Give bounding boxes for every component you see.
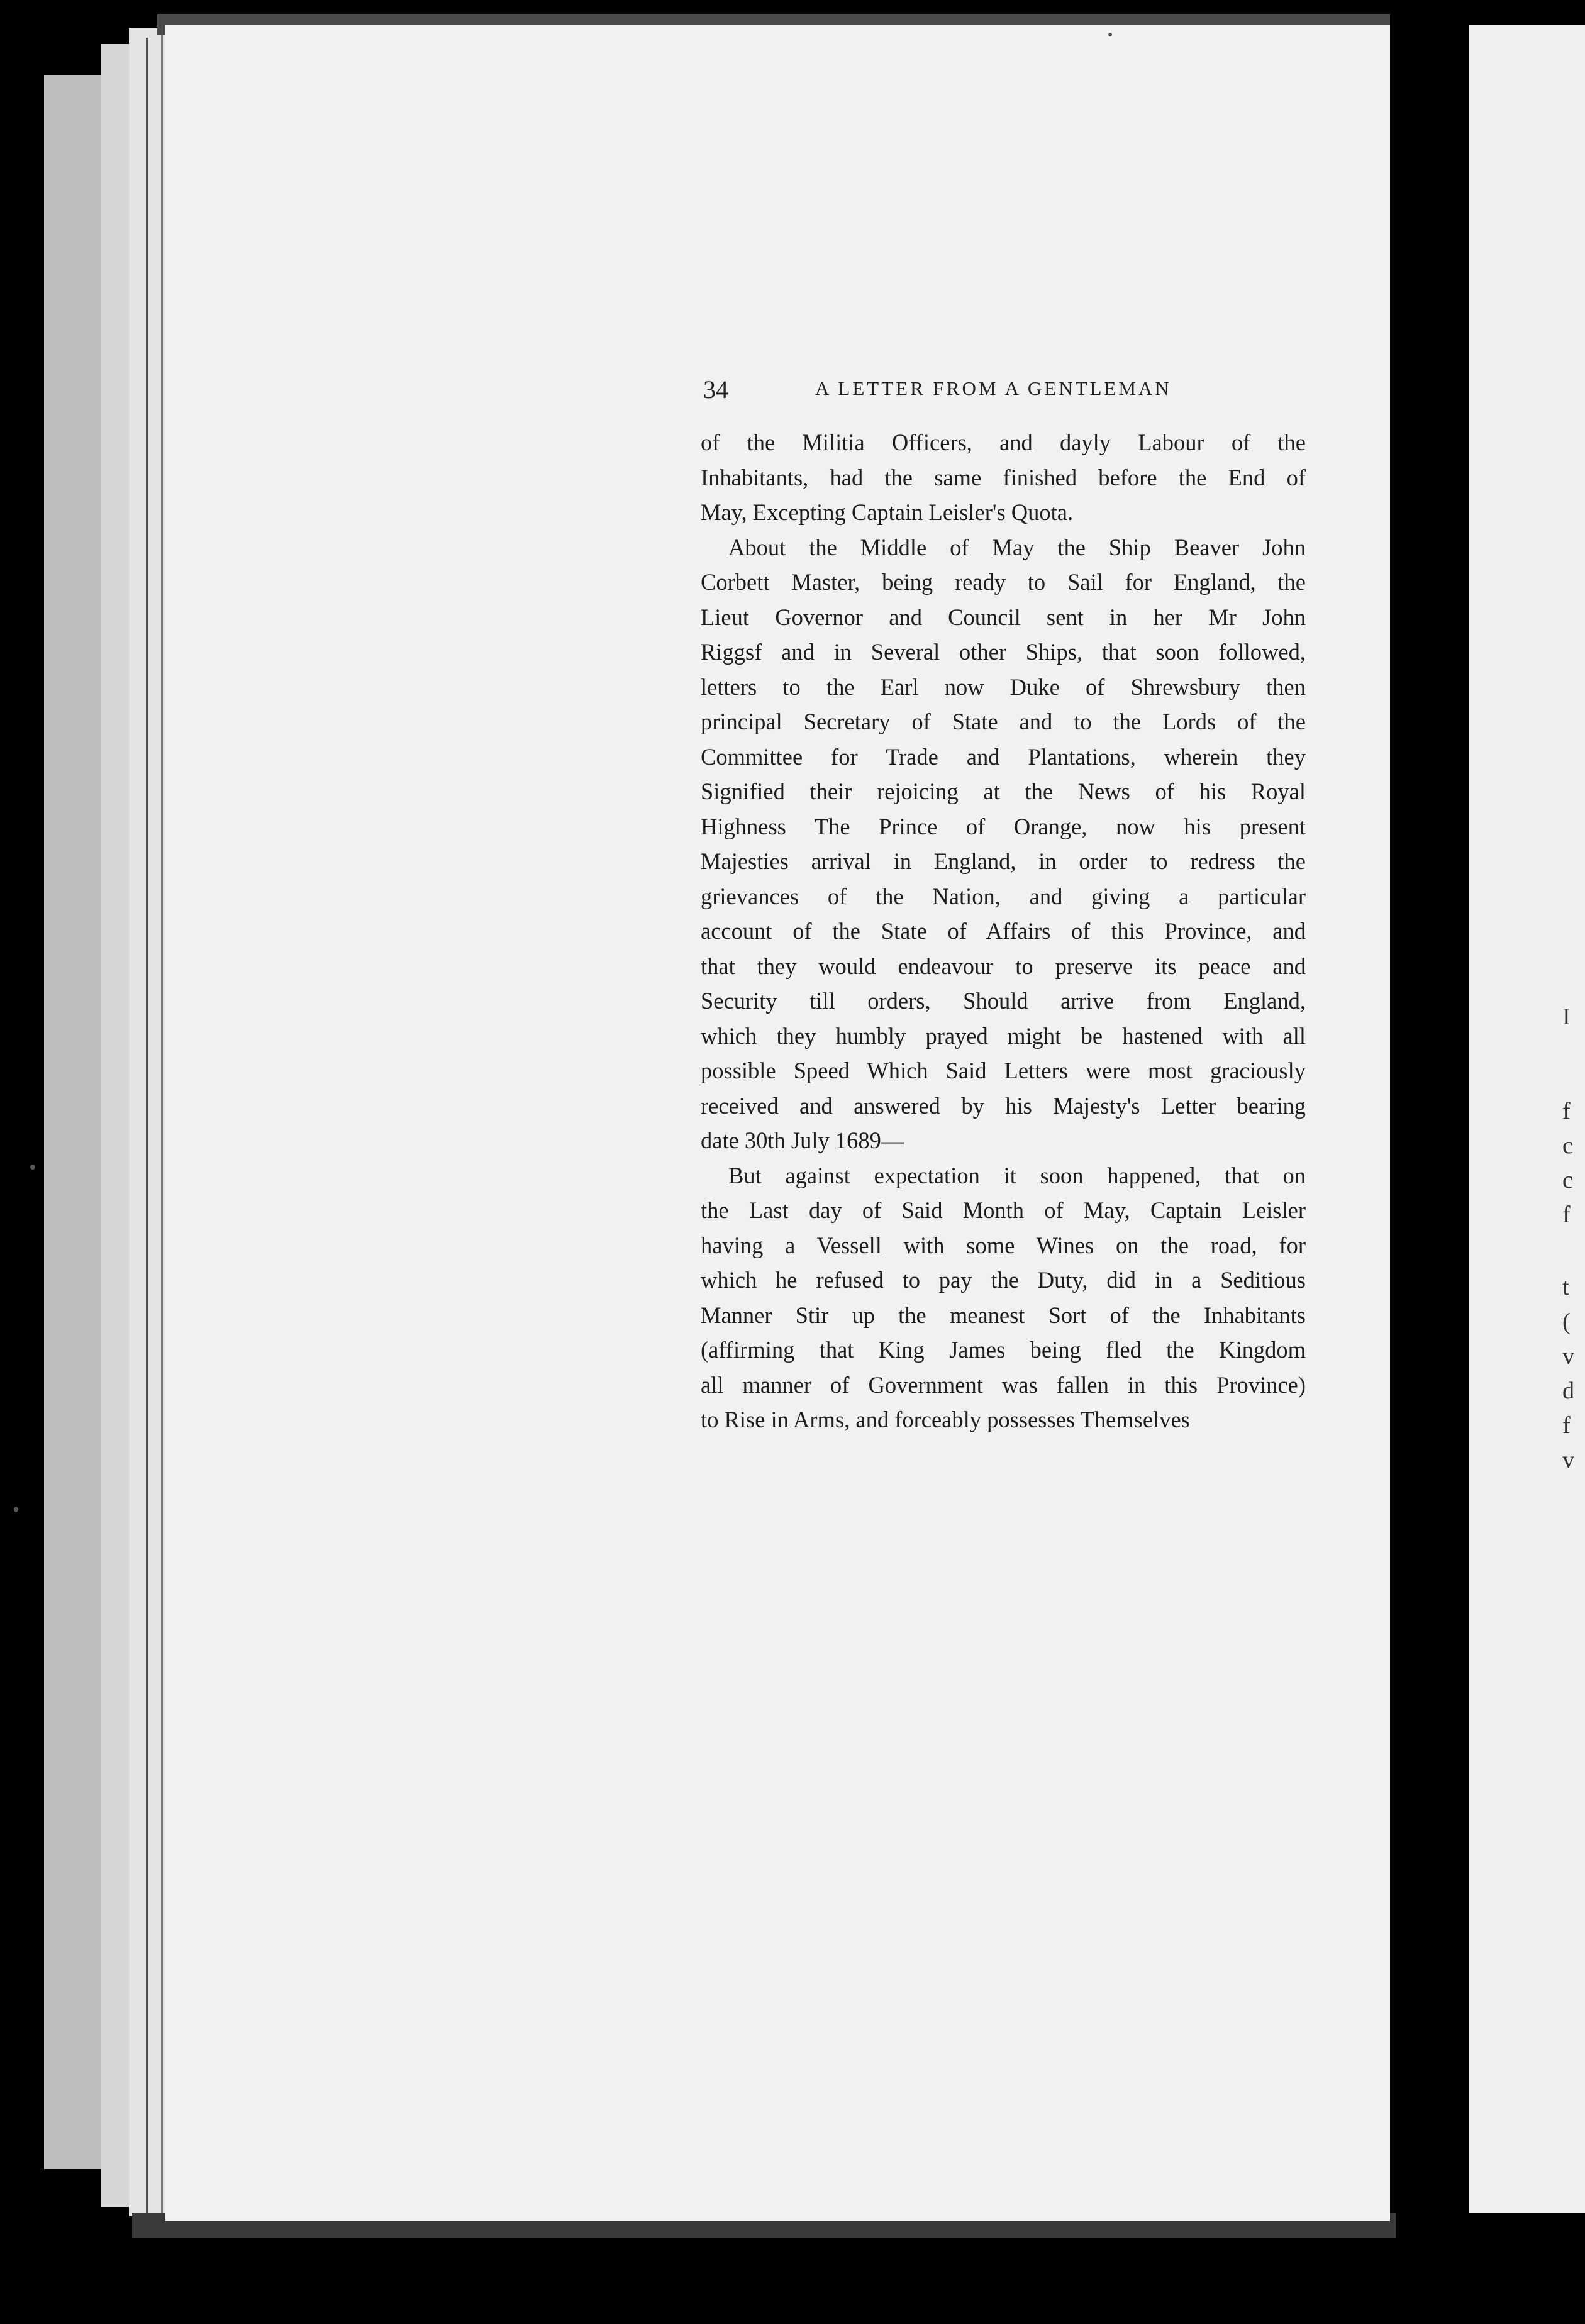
text-line: But against expectation it soon happened, that on bbox=[728, 1162, 1306, 1188]
text-line: Committee for Trade and Plantations, wherein they bbox=[701, 743, 1306, 770]
next-page-letter: v bbox=[1562, 1447, 1574, 1473]
next-page-letter: ( bbox=[1562, 1309, 1571, 1335]
text-line: Riggsf and in Several other Ships, that soon followed, bbox=[701, 639, 1306, 665]
page-edge-line bbox=[146, 38, 148, 2213]
next-page-letter: f bbox=[1562, 1412, 1571, 1439]
text-line: all manner of Government was fallen in this Province) bbox=[701, 1371, 1306, 1398]
text-line: to Rise in Arms, and forceably possesses Themselves bbox=[701, 1407, 1190, 1432]
next-page-letter: t bbox=[1562, 1274, 1569, 1300]
text-line: having a Vessell with some Wines on the road, for bbox=[701, 1232, 1306, 1258]
text-line: Security till orders, Should arrive from England, bbox=[701, 988, 1306, 1014]
scan-speck bbox=[14, 1507, 18, 1512]
page-edge-line bbox=[161, 25, 163, 2220]
next-page-letter: c bbox=[1562, 1132, 1573, 1159]
next-page-letter: c bbox=[1562, 1167, 1573, 1193]
text-line: which they humbly prayed might be hastened with all bbox=[701, 1022, 1306, 1049]
text-line: letters to the Earl now Duke of Shrewsbury then bbox=[701, 673, 1306, 700]
text-line: that they would endeavour to preserve its peace and bbox=[701, 953, 1306, 979]
text-line: Inhabitants, had the same finished before the End of bbox=[701, 464, 1306, 490]
text-line: May, Excepting Captain Leisler's Quota. bbox=[701, 499, 1074, 525]
text-line: of the Militia Officers, and dayly Labour of the bbox=[701, 429, 1306, 455]
next-page-letter: v bbox=[1562, 1343, 1574, 1370]
text-line: account of the State of Affairs of this Province, and bbox=[701, 918, 1306, 944]
text-line: Highness The Prince of Orange, now his present bbox=[701, 813, 1306, 839]
scan-speck bbox=[1108, 33, 1112, 36]
text-line: Corbett Master, being ready to Sail for England, the bbox=[701, 569, 1306, 595]
body-text bbox=[701, 425, 1306, 1437]
page-header bbox=[703, 375, 1307, 412]
text-line: received and answered by his Majesty's Letter bearing bbox=[701, 1092, 1306, 1119]
text-line: (affirming that King James being fled the Kingdom bbox=[701, 1337, 1306, 1363]
next-page-letter: f bbox=[1562, 1098, 1571, 1124]
text-line: grievances of the Nation, and giving a particular bbox=[701, 883, 1306, 909]
page-number: 34 bbox=[703, 375, 728, 404]
text-line: the Last day of Said Month of May, Captain Leisler bbox=[701, 1197, 1306, 1223]
next-page-letter: f bbox=[1562, 1202, 1571, 1228]
text-line: Majesties arrival in England, in order to redress the bbox=[701, 848, 1306, 874]
text-line: About the Middle of May the Ship Beaver John bbox=[728, 534, 1306, 560]
scan-speck bbox=[30, 1165, 35, 1170]
text-line: Signified their rejoicing at the News of his Royal bbox=[701, 778, 1306, 804]
text-line: date 30th July 1689— bbox=[701, 1127, 904, 1153]
running-head: A LETTER FROM A GENTLEMAN bbox=[815, 377, 1172, 399]
text-line: which he refused to pay the Duty, did in a Seditious bbox=[701, 1267, 1306, 1293]
text-line: principal Secretary of State and to the Lords of the bbox=[701, 709, 1306, 734]
next-page-letter: I bbox=[1562, 1004, 1571, 1030]
text-line: Manner Stir up the meanest Sort of the Inhabitants bbox=[701, 1302, 1306, 1328]
next-page-letter: d bbox=[1562, 1378, 1574, 1404]
text-line: Lieut Governor and Council sent in her Mr John bbox=[701, 604, 1306, 630]
text-line: possible Speed Which Said Letters were most graciously bbox=[701, 1058, 1306, 1083]
